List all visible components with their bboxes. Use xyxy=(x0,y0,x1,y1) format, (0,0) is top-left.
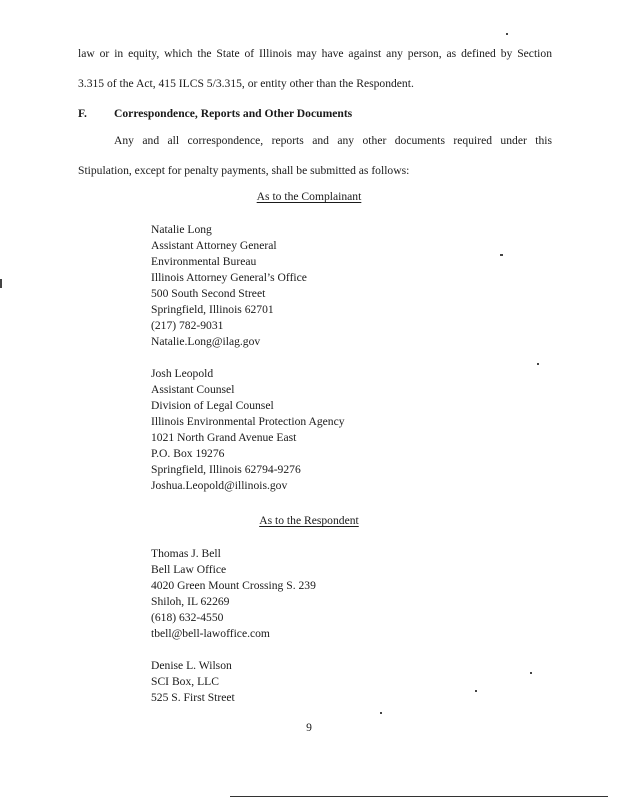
section-title: Correspondence, Reports and Other Documents xyxy=(114,107,353,120)
contact-line: Illinois Attorney General’s Office xyxy=(151,271,307,284)
contact-line: 525 S. First Street xyxy=(151,691,235,704)
contact-line: Division of Legal Counsel xyxy=(151,399,274,412)
contact-line: Environmental Bureau xyxy=(151,255,257,268)
contact-phone: (618) 632-4550 xyxy=(151,611,224,624)
scan-speck xyxy=(380,712,382,714)
contact-line: Assistant Attorney General xyxy=(151,239,277,252)
contact-name: Thomas J. Bell xyxy=(151,547,221,560)
scan-speck xyxy=(506,33,508,35)
scan-speck xyxy=(530,672,532,674)
respondent-contact-2 xyxy=(151,658,235,706)
complainant-heading: As to the Complainant xyxy=(256,190,362,203)
contact-line: Assistant Counsel xyxy=(151,383,235,396)
contact-line: P.O. Box 19276 xyxy=(151,447,225,460)
contact-name: Denise L. Wilson xyxy=(151,659,232,672)
contact-line: 1021 North Grand Avenue East xyxy=(151,431,297,444)
respondent-contact-1 xyxy=(151,546,316,642)
scan-speck xyxy=(537,363,539,365)
section-letter: F. xyxy=(78,107,87,120)
complainant-contact-2 xyxy=(151,366,345,494)
contact-line: Springfield, Illinois 62701 xyxy=(151,303,274,316)
contact-email: tbell@bell-lawoffice.com xyxy=(151,627,270,640)
contact-line: 4020 Green Mount Crossing S. 239 xyxy=(151,579,316,592)
contact-name: Natalie Long xyxy=(151,223,212,236)
contact-email: Joshua.Leopold@illinois.gov xyxy=(151,479,288,492)
contact-line: Shiloh, IL 62269 xyxy=(151,595,230,608)
contact-line: SCI Box, LLC xyxy=(151,675,219,688)
scan-speck xyxy=(0,279,2,288)
paragraph-line-1: Any and all correspondence, reports and any other documents required under this xyxy=(114,134,552,147)
contact-line: Springfield, Illinois 62794-9276 xyxy=(151,463,301,476)
contact-phone: (217) 782-9031 xyxy=(151,319,224,332)
continuation-line-2: 3.315 of the Act, 415 ILCS 5/3.315, or entity other than the Respondent. xyxy=(78,77,414,90)
page-number: 9 xyxy=(306,721,312,734)
contact-line: Bell Law Office xyxy=(151,563,227,576)
contact-line: Illinois Environmental Protection Agency xyxy=(151,415,345,428)
footer-rule xyxy=(230,796,608,797)
contact-email: Natalie.Long@ilag.gov xyxy=(151,335,261,348)
contact-name: Josh Leopold xyxy=(151,367,214,380)
paragraph-line-2: Stipulation, except for penalty payments, shall be submitted as follows: xyxy=(78,164,410,177)
contact-line: 500 South Second Street xyxy=(151,287,266,300)
complainant-contact-1 xyxy=(151,222,307,350)
scan-speck xyxy=(475,690,477,692)
respondent-heading: As to the Respondent xyxy=(259,514,359,527)
scan-speck xyxy=(500,254,503,256)
continuation-line-1: law or in equity, which the State of Illinois may have against any person, as defined by Section xyxy=(78,47,552,60)
